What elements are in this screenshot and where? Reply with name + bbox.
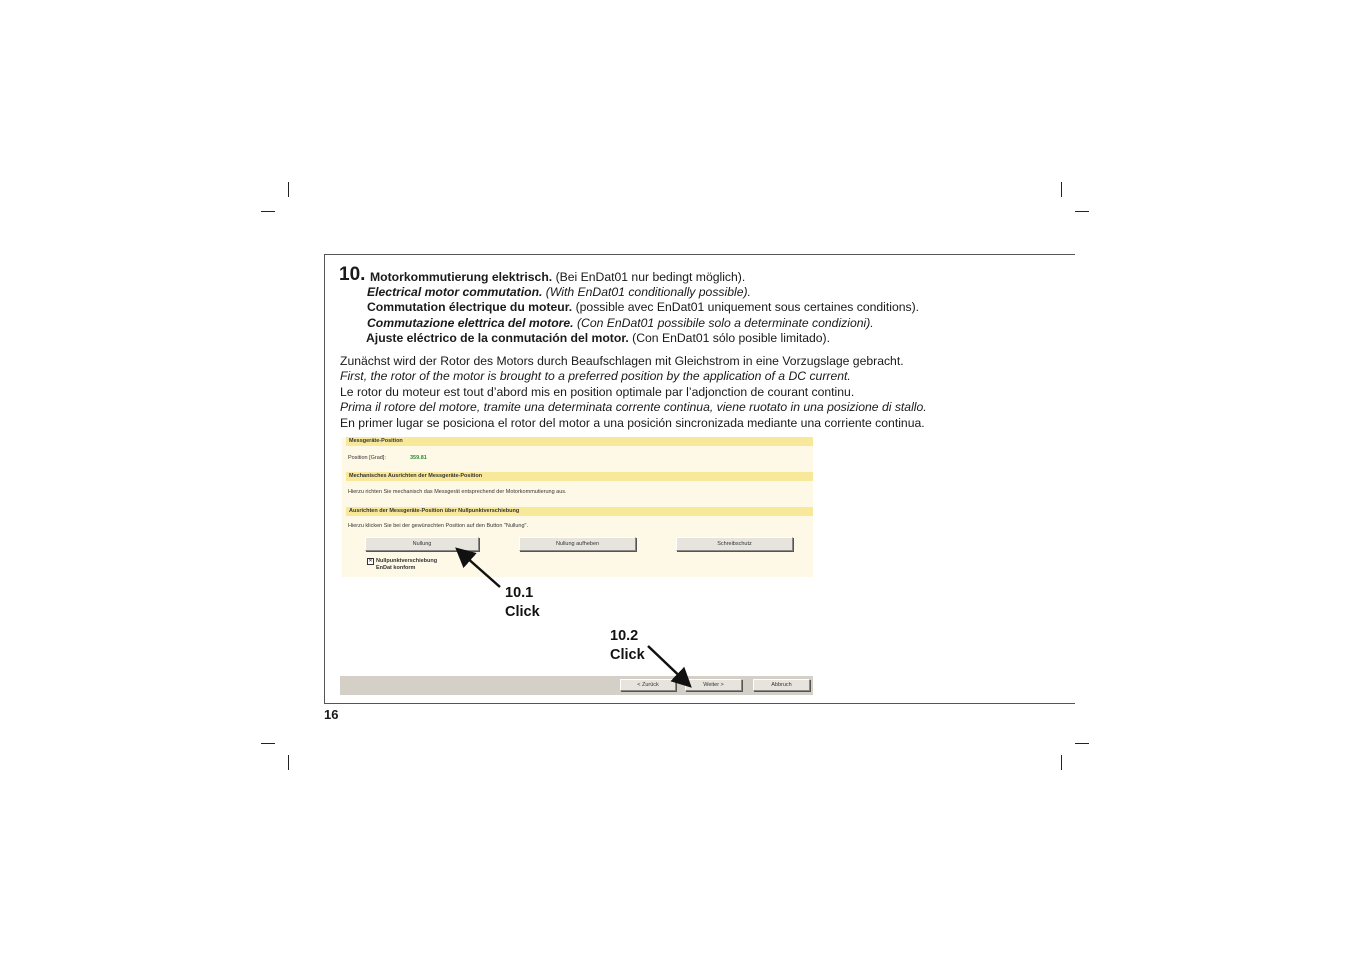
arrow-10-1-icon <box>457 549 500 587</box>
schreibschutz-button[interactable]: Schreibschutz <box>676 537 793 551</box>
zero-offset-text: Hierzu klicken Sie bei der gewünschten Position auf den Button "Nullung". <box>348 523 529 529</box>
annotation-10-1-number: 10.1 <box>505 585 534 601</box>
body-es: En primer lugar se posiciona el rotor del motor a una posición sincronizada mediante una corriente continua. <box>340 416 925 430</box>
heading-fr-title: Commutation électrique du moteur. <box>367 300 573 314</box>
section-header-mechanical: Mechanisches Ausrichten der Messgeräte-Position <box>346 472 813 481</box>
heading-en-note: (With EnDat01 conditionally possible). <box>545 285 751 299</box>
section-header-position: Messgeräte-Position <box>346 437 813 446</box>
mechanical-text: Hierzu richten Sie mechanisch das Messgerät entsprechend der Motorkommutierung aus. <box>348 489 567 495</box>
position-label: Position [Grad]: <box>348 455 386 461</box>
nullung-button[interactable]: Nullung <box>365 537 479 551</box>
heading-de-title: Motorkommutierung elektrisch. <box>370 270 553 284</box>
annotation-10-1 <box>505 584 540 622</box>
annotation-10-2-number: 10.2 <box>610 628 639 644</box>
arrow-10-2-icon <box>648 646 690 686</box>
position-value: 359.81 <box>410 455 427 461</box>
body-en: First, the rotor of the motor is brought to a preferred position by the application of a DC current. <box>340 369 851 383</box>
heading-de-note: (Bei EnDat01 nur bedingt möglich). <box>555 270 746 284</box>
next-button[interactable]: Weiter > <box>685 679 742 691</box>
step-number: 10. <box>339 264 366 285</box>
heading-it-title: Commutazione elettrica del motore. <box>367 316 574 330</box>
section-header-zero-offset: Ausrichten der Messgeräte-Position über Nullpunktverschiebung <box>346 507 813 516</box>
checkbox-label-line1: Nullpunktverschiebung <box>376 558 438 564</box>
heading-es-note: (Con EnDat01 sólo posible limitado). <box>632 331 830 345</box>
heading-fr-note: (possible avec EnDat01 uniquement sous certaines conditions). <box>575 300 920 314</box>
back-button[interactable]: < Zurück <box>620 679 676 691</box>
cancel-button[interactable]: Abbruch <box>753 679 810 691</box>
checkbox-label-line2: EnDat konform <box>376 565 416 571</box>
body-fr: Le rotor du moteur est tout d’abord mis en position optimale par l’adjonction de courant continu. <box>340 385 855 399</box>
heading-it-note: (Con EnDat01 possibile solo a determinate condizioni). <box>576 316 874 330</box>
heading-en-title: Electrical motor commutation. <box>367 285 543 299</box>
annotation-10-2-action: Click <box>610 647 645 663</box>
body-de: Zunächst wird der Rotor des Motors durch Beaufschlagen mit Gleichstrom in eine Vorzugslage gebracht. <box>340 354 904 368</box>
heading-es-title: Ajuste eléctrico de la conmutación del motor. <box>366 331 629 345</box>
nullpunkt-checkbox[interactable]: ✕ <box>368 558 373 564</box>
nullung-aufheben-button[interactable]: Nullung aufheben <box>519 537 636 551</box>
body-it: Prima il rotore del motore, tramite una determinata corrente continua, viene ruotato in una posizione di stallo. <box>340 400 927 414</box>
page-number: 16 <box>324 707 339 722</box>
annotation-10-2 <box>610 627 645 665</box>
annotation-10-1-action: Click <box>505 604 540 620</box>
